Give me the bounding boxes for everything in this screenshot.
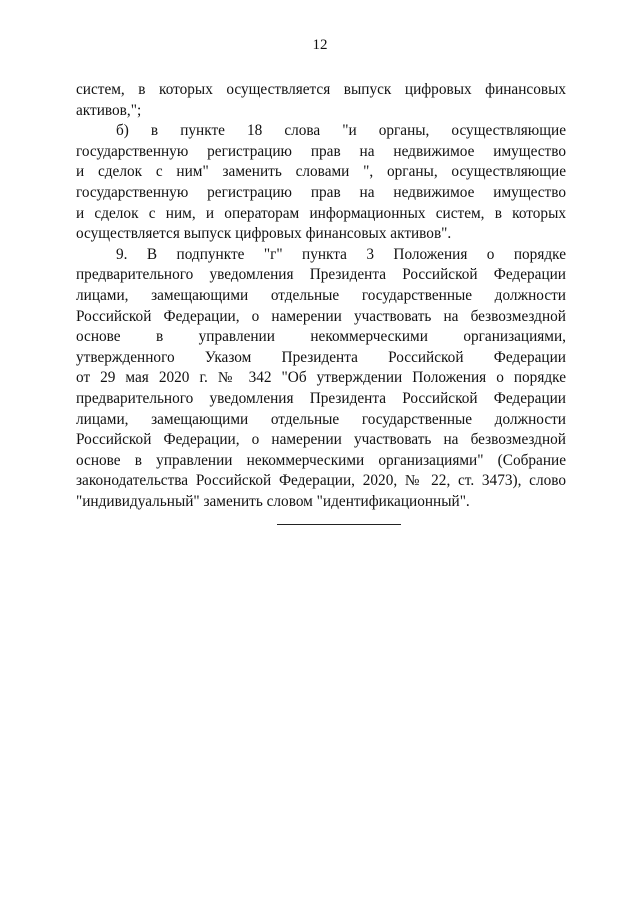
text-line: и сделок с ним" заменить словами ", органы, осуществляющие bbox=[76, 163, 566, 181]
text-line: лицами, замещающими отдельные государственные должности bbox=[76, 410, 566, 428]
text-line: б) в пункте 18 слова "и органы, осуществляющие bbox=[116, 122, 566, 140]
text-line: "индивидуальный" заменить словом "идентификационный". bbox=[76, 492, 470, 510]
page-number: 12 bbox=[312, 37, 328, 53]
text-line: активов,"; bbox=[76, 101, 142, 119]
text-line: государственную регистрацию прав на недвижимое имущество bbox=[76, 183, 566, 201]
text-line: государственную регистрацию прав на недвижимое имущество bbox=[76, 142, 566, 160]
text-line: Российской Федерации, о намерении участвовать на безвозмездной bbox=[76, 431, 566, 449]
document-body bbox=[76, 80, 566, 512]
text-line: осуществляется выпуск цифровых финансовых активов". bbox=[76, 225, 452, 243]
text-line: предварительного уведомления Президента Российской Федерации bbox=[76, 389, 566, 407]
text-line: предварительного уведомления Президента Российской Федерации bbox=[76, 266, 566, 284]
text-line: и сделок с ним, и операторам информационных систем, в которых bbox=[76, 204, 566, 222]
text-line: основе в управлении некоммерческими организациями, bbox=[76, 328, 566, 346]
text-line: лицами, замещающими отдельные государственные должности bbox=[76, 286, 566, 304]
text-line: 9. В подпункте "г" пункта 3 Положения о порядке bbox=[116, 245, 566, 263]
text-line: Российской Федерации, о намерении участвовать на безвозмездной bbox=[76, 307, 566, 325]
text-line: от 29 мая 2020 г. № 342 "Об утверждении Положения о порядке bbox=[76, 369, 566, 387]
text-line: систем, в которых осуществляется выпуск цифровых финансовых bbox=[76, 81, 566, 98]
text-line: утвержденного Указом Президента Российской Федерации bbox=[76, 348, 566, 366]
text-line: основе в управлении некоммерческими организациями" (Собрание bbox=[76, 451, 566, 469]
text-line: законодательства Российской Федерации, 2020, № 22, ст. 3473), слово bbox=[76, 472, 566, 490]
end-divider bbox=[277, 524, 401, 525]
